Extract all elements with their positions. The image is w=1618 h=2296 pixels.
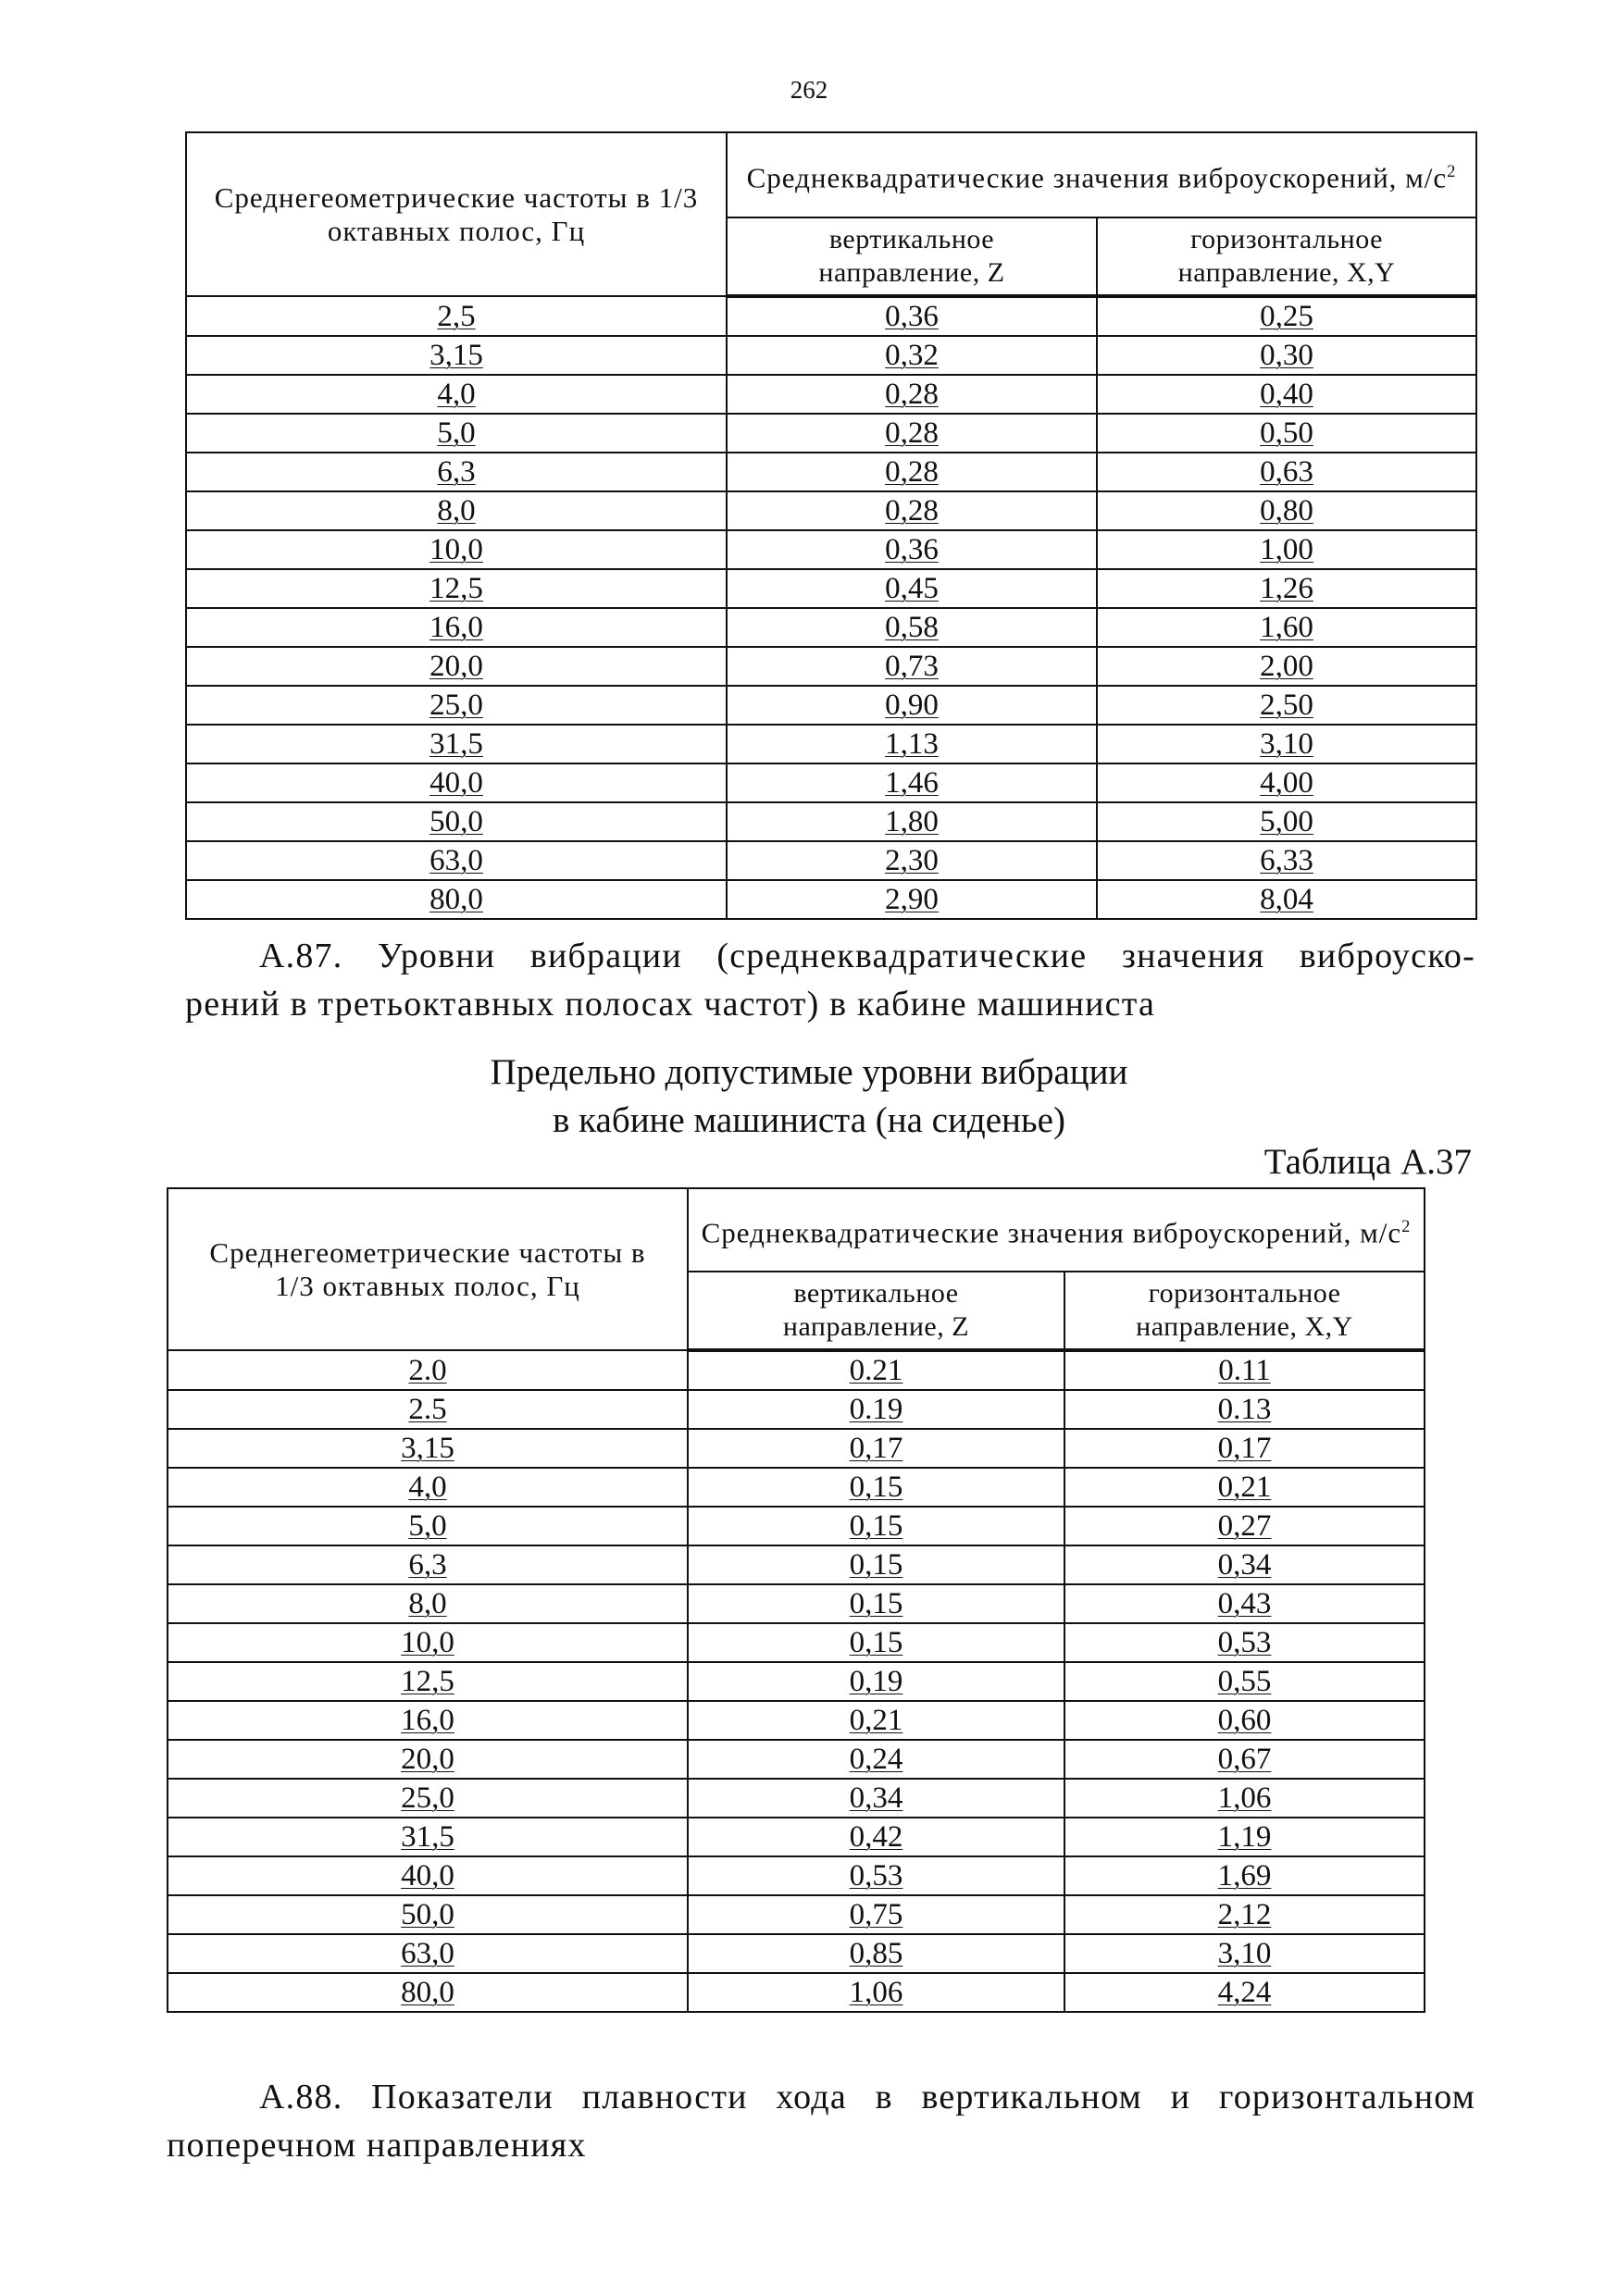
vertical-cell: 0,85 [688, 1934, 1064, 1973]
freq-cell: 20,0 [186, 647, 727, 686]
vertical-cell: 2,30 [727, 841, 1097, 880]
horizontal-cell: 0.13 [1064, 1390, 1425, 1429]
table-row [186, 414, 1476, 453]
table-row [186, 686, 1476, 725]
table-row [168, 1507, 1425, 1545]
table2-body [168, 1350, 1425, 2012]
table-row [186, 375, 1476, 414]
table-row [186, 296, 1476, 336]
horizontal-cell: 0,21 [1064, 1468, 1425, 1507]
freq-cell: 80,0 [186, 880, 727, 919]
vertical-cell: 0,15 [688, 1623, 1064, 1662]
table1-body [186, 296, 1476, 919]
vertical-cell: 0,17 [688, 1429, 1064, 1468]
horizontal-cell: 0.11 [1064, 1350, 1425, 1390]
horizontal-cell: 1,60 [1097, 608, 1476, 647]
table-label: Таблица А.37 [1263, 1142, 1472, 1182]
table-row [186, 647, 1476, 686]
horizontal-cell: 1,26 [1097, 569, 1476, 608]
vertical-cell: 0,90 [727, 686, 1097, 725]
vertical-cell: 0.21 [688, 1350, 1064, 1390]
freq-cell: 3,15 [186, 336, 727, 375]
horizontal-cell: 8,04 [1097, 880, 1476, 919]
horizontal-cell: 2,50 [1097, 686, 1476, 725]
horizontal-cell: 0,25 [1097, 296, 1476, 336]
freq-cell: 10,0 [168, 1623, 688, 1662]
vertical-cell: 0,36 [727, 296, 1097, 336]
section-a87-line2: рений в третьоктавных полосах частот) в кабине машиниста [185, 985, 1156, 1024]
vertical-cell: 0,28 [727, 453, 1097, 491]
table-row [186, 763, 1476, 802]
table-row [186, 802, 1476, 841]
vertical-cell: 0,32 [727, 336, 1097, 375]
page-number: 262 [790, 76, 828, 104]
table-row [168, 1662, 1425, 1701]
horizontal-cell: 5,00 [1097, 802, 1476, 841]
vertical-cell: 1,06 [688, 1973, 1064, 2012]
table-row [186, 608, 1476, 647]
freq-cell: 2,5 [186, 296, 727, 336]
vertical-cell: 0,15 [688, 1584, 1064, 1623]
vertical-cell: 0,53 [688, 1856, 1064, 1895]
freq-cell: 6,3 [168, 1545, 688, 1584]
horizontal-cell: 3,10 [1064, 1934, 1425, 1973]
freq-cell: 4,0 [186, 375, 727, 414]
vertical-cell: 0,28 [727, 375, 1097, 414]
freq-cell: 4,0 [168, 1468, 688, 1507]
horizontal-cell: 2,00 [1097, 647, 1476, 686]
table-row [168, 1740, 1425, 1779]
horizontal-cell: 0,55 [1064, 1662, 1425, 1701]
horizontal-cell: 0,50 [1097, 414, 1476, 453]
table-row [186, 453, 1476, 491]
horizontal-cell: 0,67 [1064, 1740, 1425, 1779]
freq-cell: 5,0 [186, 414, 727, 453]
horizontal-cell: 0,60 [1064, 1701, 1425, 1740]
section-a87-line1: А.87. Уровни вибрации (среднеквадратические значения виброуско- [259, 937, 1475, 975]
table2-horizontal-header: горизонтальное направление, X,Y [1064, 1272, 1425, 1350]
freq-cell: 8,0 [168, 1584, 688, 1623]
vertical-cell: 2,90 [727, 880, 1097, 919]
table1-horizontal-header: горизонтальное направление, X,Y [1097, 217, 1476, 296]
horizontal-cell: 4,00 [1097, 763, 1476, 802]
horizontal-cell: 1,69 [1064, 1856, 1425, 1895]
vertical-cell: 0,73 [727, 647, 1097, 686]
section-a88-line1: А.88. Показатели плавности хода в вертикальном и горизонтальном [259, 2078, 1475, 2116]
vertical-cell: 0,15 [688, 1507, 1064, 1545]
table-row [186, 491, 1476, 530]
freq-cell: 40,0 [186, 763, 727, 802]
table-row [168, 1623, 1425, 1662]
vertical-cell: 0,36 [727, 530, 1097, 569]
freq-cell: 5,0 [168, 1507, 688, 1545]
vertical-cell: 0,24 [688, 1740, 1064, 1779]
freq-cell: 2.0 [168, 1350, 688, 1390]
vertical-cell: 0,34 [688, 1779, 1064, 1818]
freq-cell: 12,5 [168, 1662, 688, 1701]
vertical-cell: 1,46 [727, 763, 1097, 802]
table-caption-line1: Предельно допустимые уровни вибрации [490, 1052, 1128, 1092]
vertical-cell: 0,15 [688, 1468, 1064, 1507]
horizontal-cell: 0,53 [1064, 1623, 1425, 1662]
table-caption-line2: в кабине машиниста (на сиденье) [553, 1100, 1065, 1140]
horizontal-cell: 6,33 [1097, 841, 1476, 880]
freq-cell: 50,0 [186, 802, 727, 841]
horizontal-cell: 0,80 [1097, 491, 1476, 530]
horizontal-cell: 0,27 [1064, 1507, 1425, 1545]
table1-group-header-sup: 2 [1447, 161, 1457, 181]
horizontal-cell: 2,12 [1064, 1895, 1425, 1934]
freq-cell: 2.5 [168, 1390, 688, 1429]
vertical-cell: 0.19 [688, 1390, 1064, 1429]
table2-vertical-header: вертикальное направление, Z [688, 1272, 1064, 1350]
table-row [168, 1468, 1425, 1507]
table-row [186, 725, 1476, 763]
freq-cell: 6,3 [186, 453, 727, 491]
vertical-cell: 0,19 [688, 1662, 1064, 1701]
freq-cell: 31,5 [168, 1818, 688, 1856]
table1-group-header-text: Среднеквадратические значения виброускорений, м/с [746, 161, 1448, 194]
freq-cell: 80,0 [168, 1973, 688, 2012]
table2-group-header-sup: 2 [1401, 1216, 1412, 1236]
horizontal-cell: 3,10 [1097, 725, 1476, 763]
freq-cell: 40,0 [168, 1856, 688, 1895]
freq-cell: 10,0 [186, 530, 727, 569]
table-row [186, 336, 1476, 375]
table-row [168, 1818, 1425, 1856]
vertical-cell: 0,28 [727, 414, 1097, 453]
table-row [168, 1973, 1425, 2012]
table-row [168, 1856, 1425, 1895]
freq-cell: 16,0 [168, 1701, 688, 1740]
horizontal-cell: 0,17 [1064, 1429, 1425, 1468]
horizontal-cell: 0,63 [1097, 453, 1476, 491]
freq-cell: 16,0 [186, 608, 727, 647]
horizontal-cell: 0,40 [1097, 375, 1476, 414]
table-row [168, 1390, 1425, 1429]
table-row [168, 1350, 1425, 1390]
freq-cell: 3,15 [168, 1429, 688, 1468]
vibration-table-2 [167, 1187, 1425, 2013]
table-row [186, 530, 1476, 569]
vertical-cell: 0,45 [727, 569, 1097, 608]
table-row [168, 1584, 1425, 1623]
vertical-cell: 1,13 [727, 725, 1097, 763]
table-row [168, 1779, 1425, 1818]
horizontal-cell: 0,30 [1097, 336, 1476, 375]
table-row [168, 1545, 1425, 1584]
vertical-cell: 1,80 [727, 802, 1097, 841]
table-row [168, 1701, 1425, 1740]
vertical-cell: 0,28 [727, 491, 1097, 530]
table2-group-header-text: Среднеквадратические значения виброускорений, м/с [701, 1216, 1402, 1249]
section-a88-line2: поперечном направлениях [167, 2126, 587, 2165]
table1-freq-header: Среднегеометрические частоты в 1/3 октавных полос, Гц [186, 132, 727, 296]
table-row [186, 569, 1476, 608]
table2-group-header [688, 1188, 1425, 1272]
horizontal-cell: 1,06 [1064, 1779, 1425, 1818]
vertical-cell: 0,58 [727, 608, 1097, 647]
freq-cell: 20,0 [168, 1740, 688, 1779]
table-row [168, 1934, 1425, 1973]
freq-cell: 63,0 [168, 1934, 688, 1973]
vertical-cell: 0,42 [688, 1818, 1064, 1856]
vertical-cell: 0,75 [688, 1895, 1064, 1934]
table1-vertical-header: вертикальное направление, Z [727, 217, 1097, 296]
table2-freq-header: Среднегеометрические частоты в 1/3 октавных полос, Гц [168, 1188, 688, 1350]
table1-group-header [727, 132, 1476, 217]
freq-cell: 25,0 [168, 1779, 688, 1818]
horizontal-cell: 1,00 [1097, 530, 1476, 569]
vertical-cell: 0,15 [688, 1545, 1064, 1584]
freq-cell: 63,0 [186, 841, 727, 880]
horizontal-cell: 0,43 [1064, 1584, 1425, 1623]
table-row [168, 1429, 1425, 1468]
freq-cell: 25,0 [186, 686, 727, 725]
table-row [186, 841, 1476, 880]
table-row [168, 1895, 1425, 1934]
horizontal-cell: 0,34 [1064, 1545, 1425, 1584]
freq-cell: 50,0 [168, 1895, 688, 1934]
section-a88 [167, 2073, 1475, 2169]
horizontal-cell: 4,24 [1064, 1973, 1425, 2012]
vertical-cell: 0,21 [688, 1701, 1064, 1740]
table-row [186, 880, 1476, 919]
freq-cell: 12,5 [186, 569, 727, 608]
horizontal-cell: 1,19 [1064, 1818, 1425, 1856]
vibration-table-1 [185, 131, 1477, 920]
freq-cell: 8,0 [186, 491, 727, 530]
freq-cell: 31,5 [186, 725, 727, 763]
section-a87 [185, 932, 1475, 1028]
